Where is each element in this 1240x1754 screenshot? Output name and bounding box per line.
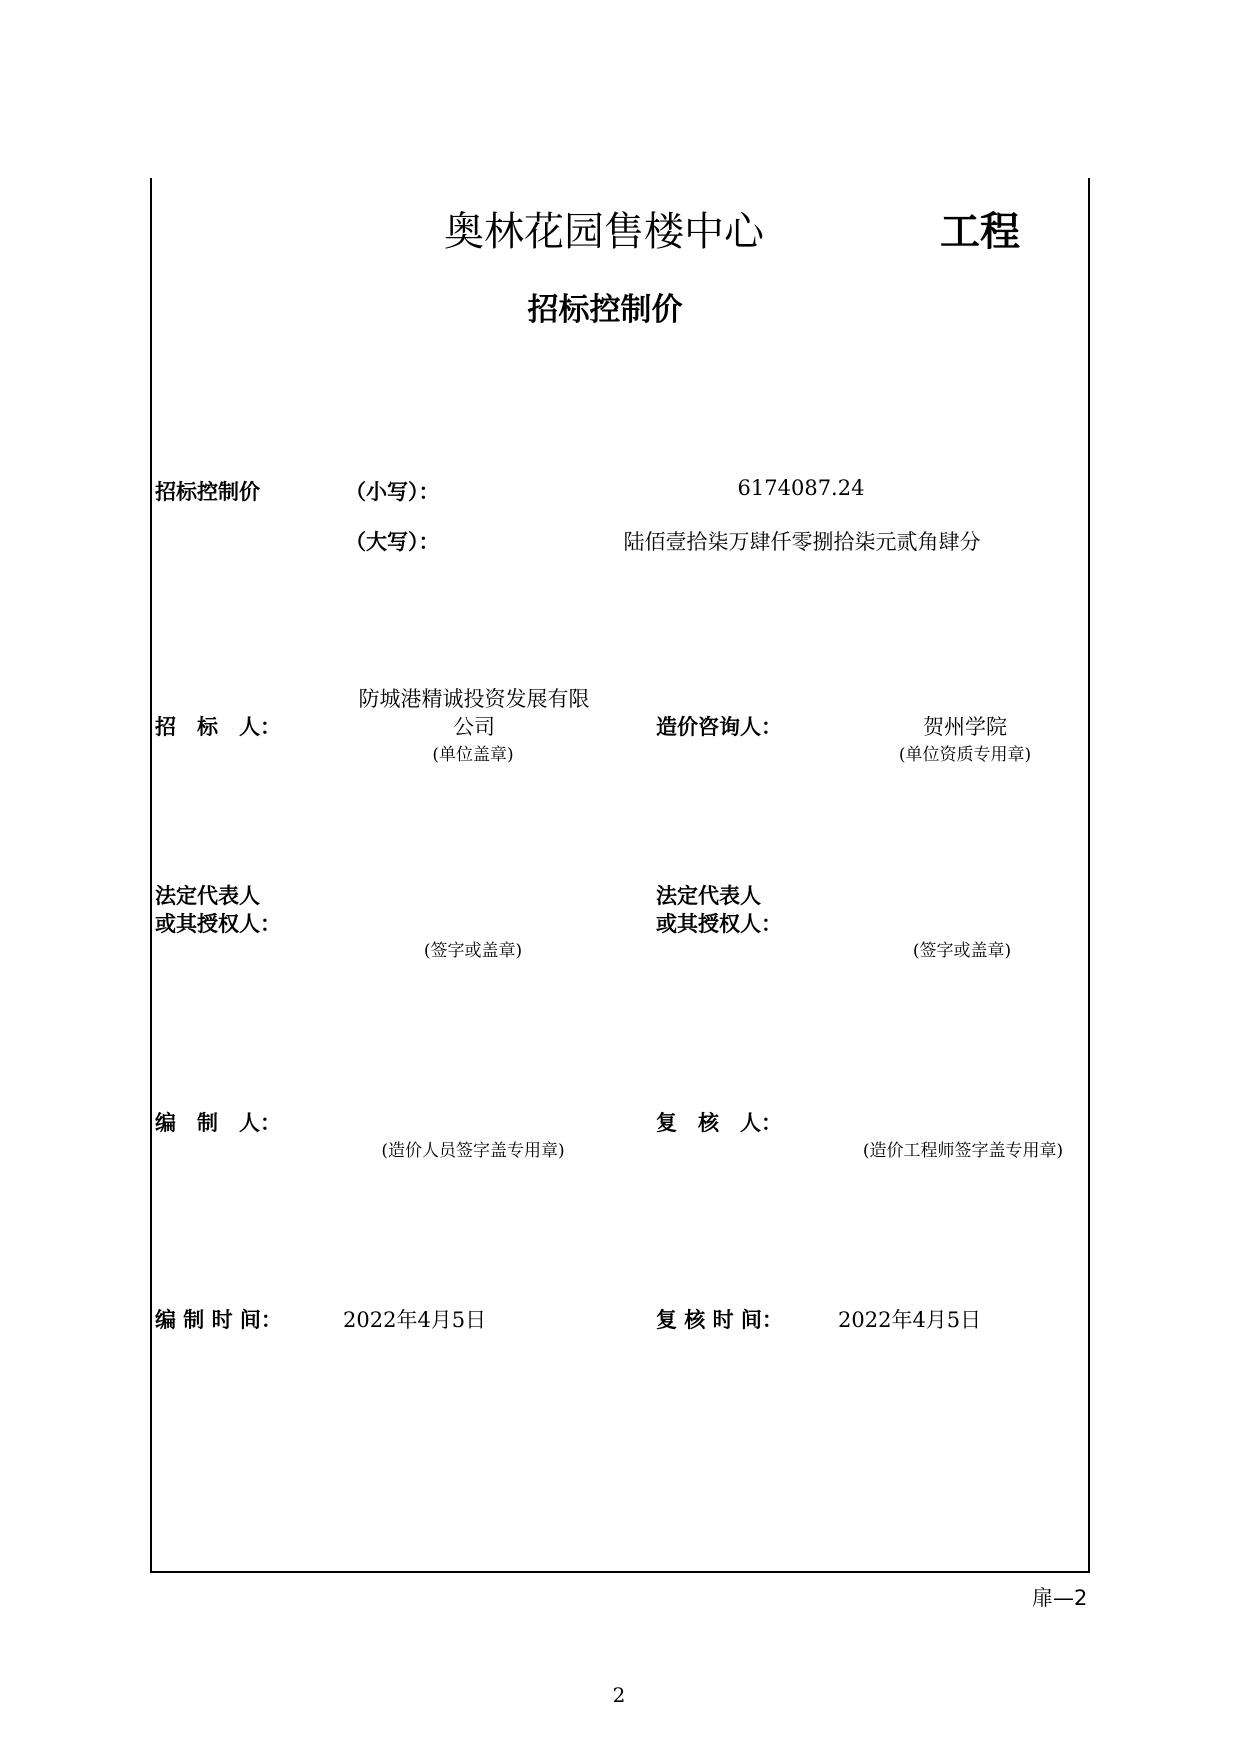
doc-title: 招标控制价 bbox=[527, 292, 683, 328]
consultant-label: 造价咨询人： bbox=[656, 715, 782, 739]
tenderer-note: (单位盖章) bbox=[432, 745, 514, 765]
consultant-note: (单位资质专用章) bbox=[898, 745, 1032, 765]
project-name: 奥林花园售楼中心 bbox=[444, 209, 764, 255]
compile-date-value: 2022年4月5日 bbox=[343, 1308, 487, 1332]
compile-date-label: 编 制 时 间： bbox=[155, 1308, 282, 1332]
rep-left-label-line1: 法定代表人 bbox=[155, 884, 260, 908]
compiler-note: (造价人员签字盖专用章) bbox=[381, 1141, 565, 1161]
form-code: 扉—2 bbox=[1032, 1586, 1088, 1610]
price-big-label: （大写）： bbox=[345, 530, 440, 554]
tenderer-label: 招 标 人： bbox=[155, 715, 281, 739]
page-number: 2 bbox=[612, 1683, 626, 1707]
price-label: 招标控制价 bbox=[155, 480, 260, 504]
rep-right-label-line2: 或其授权人： bbox=[656, 912, 782, 936]
form-border bbox=[150, 178, 1090, 1573]
rep-right-note: (签字或盖章) bbox=[912, 941, 1012, 961]
rep-left-note: (签字或盖章) bbox=[423, 941, 523, 961]
review-date-value: 2022年4月5日 bbox=[838, 1308, 982, 1332]
project-suffix: 工程 bbox=[940, 209, 1020, 255]
reviewer-label: 复 核 人： bbox=[656, 1111, 782, 1135]
rep-left-label-line2: 或其授权人： bbox=[155, 912, 281, 936]
consultant-name: 贺州学院 bbox=[923, 715, 1007, 739]
reviewer-note: (造价工程师签字盖专用章) bbox=[862, 1141, 1064, 1161]
price-small-label: （小写）： bbox=[345, 480, 440, 504]
compiler-label: 编 制 人： bbox=[155, 1111, 281, 1135]
tenderer-name-line1: 防城港精诚投资发展有限 bbox=[358, 687, 590, 711]
review-date-label: 复 核 时 间： bbox=[656, 1308, 783, 1332]
rep-right-label-line1: 法定代表人 bbox=[656, 884, 761, 908]
tenderer-name-line2: 公司 bbox=[453, 715, 495, 739]
price-big-value: 陆佰壹拾柒万肆仟零捌拾柒元贰角肆分 bbox=[623, 530, 981, 554]
price-small-value: 6174087.24 bbox=[737, 476, 865, 500]
